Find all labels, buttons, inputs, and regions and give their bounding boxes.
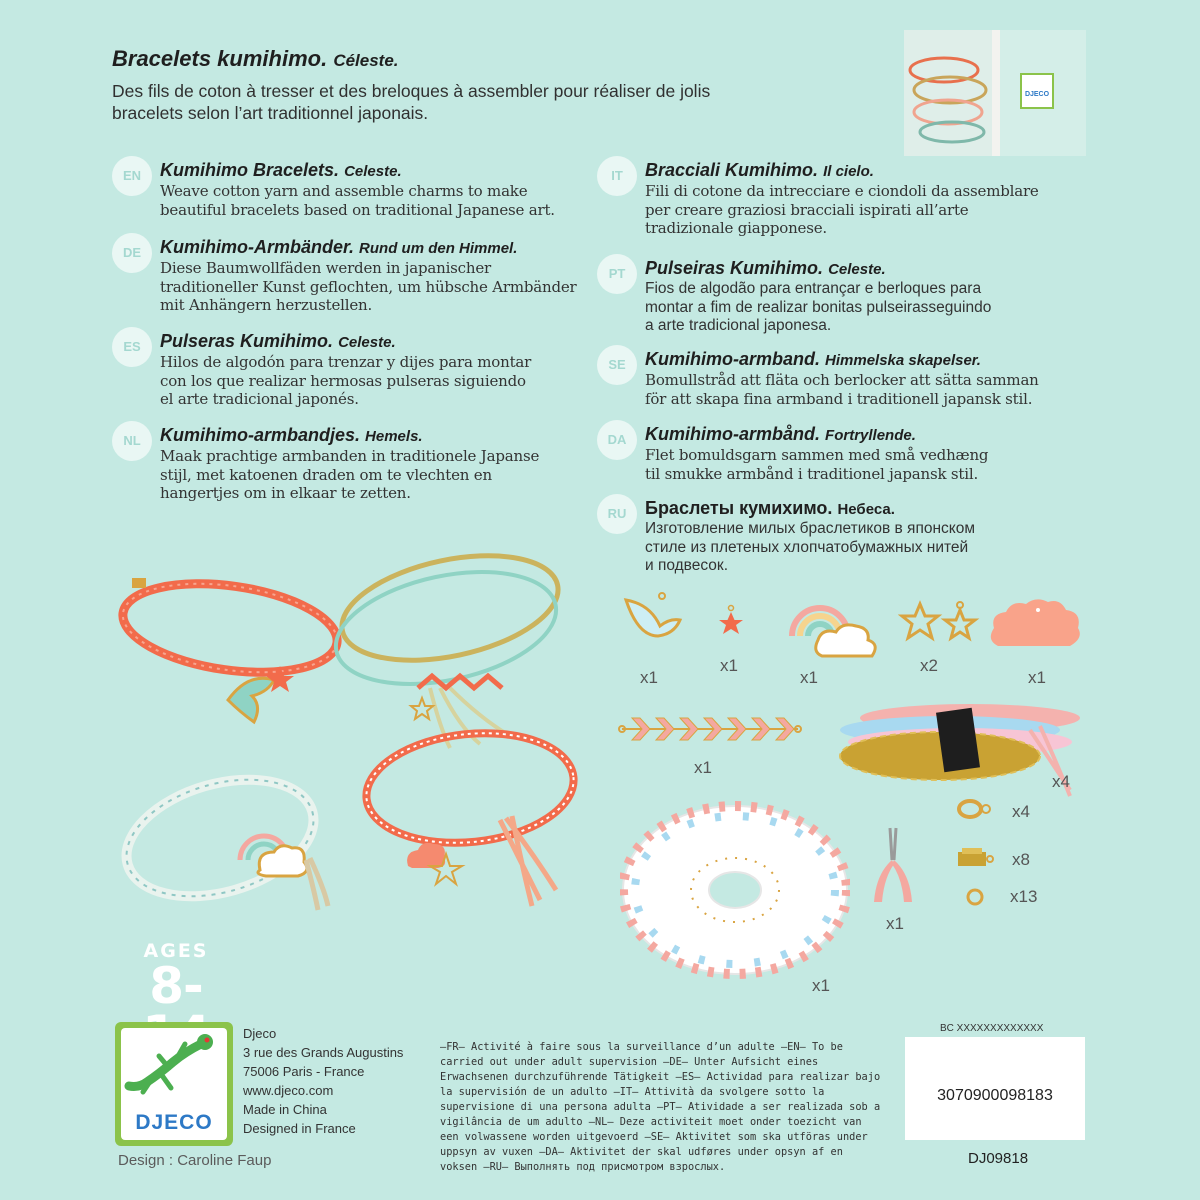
kumihimo-disc-icon — [620, 790, 850, 990]
lang-block-de — [122, 237, 630, 315]
crimp-end-icon — [954, 846, 996, 872]
designer-credit: Design : Caroline Faup — [118, 1152, 272, 1169]
lang-block-es — [123, 331, 630, 409]
booklet-image — [904, 30, 1086, 156]
lang-body: Bomullstråd att fläta och berlocker att sätta samman för att skapa fina armband i traditionell japansk stil. — [645, 371, 1039, 408]
lang-title: Kumihimo-armbandjes. — [160, 425, 361, 445]
barcode-box — [905, 1037, 1085, 1140]
lang-body: Fios de algodão para entrançar e berloques para montar a fim de realizar bonitas pulseirasseguindo a arte tradicional japonesa. — [645, 280, 992, 335]
cloud-quantity: x1 — [1028, 668, 1046, 687]
cloud-charm-icon — [988, 598, 1086, 652]
lang-subtitle: Celeste. — [338, 334, 396, 351]
lang-title: Bracciali Kumihimo. — [645, 160, 819, 180]
lang-body: Flet bomuldsgarn sammen med små vedhæng til smukke armbånd i traditionel japansk stil. — [645, 446, 989, 483]
lang-subtitle: Небеса. — [837, 501, 895, 518]
lang-block-it — [611, 160, 1115, 238]
crimps-quantity: x8 — [1012, 850, 1030, 869]
lang-badge: EN — [112, 156, 152, 196]
lang-body: Weave cotton yarn and assemble charms to make beautiful bracelets based on traditional Japanese art. — [160, 182, 555, 219]
lang-title: Kumihimo Bracelets. — [160, 160, 340, 180]
lang-body: Изготовление милых браслетиков в японском стиле из плетеных хлопчатобумажных нитей и подвесок. — [645, 520, 976, 575]
star-quantity: x1 — [720, 656, 738, 675]
lang-subtitle: Celeste. — [828, 261, 886, 278]
disc-quantity: x1 — [812, 976, 830, 995]
address-line: Designed in France — [243, 1121, 356, 1136]
lang-subtitle: Himmelska skapelser. — [825, 352, 981, 369]
bracelets-image — [110, 520, 580, 930]
lang-title: Kumihimo-Armbänder. — [160, 237, 355, 257]
lang-badge: DE — [112, 233, 152, 273]
address-line: Djeco — [243, 1026, 277, 1041]
bird-charm-icon — [622, 590, 684, 654]
rings-quantity: x13 — [1010, 887, 1038, 906]
ages-range: 8- — [149, 957, 203, 1015]
logo-text: DJECO — [135, 1111, 213, 1134]
lang-block-da — [607, 424, 1115, 483]
clasps-quantity: x4 — [1012, 802, 1030, 821]
chevron-chain-icon — [618, 714, 802, 744]
lang-subtitle: Il cielo. — [823, 163, 874, 180]
jump-ring-icon — [964, 886, 986, 908]
ages-label: AGES — [143, 940, 209, 962]
lang-body: Maak prachtige armbanden in traditionele Japanse stijl, met katoenen draden om te vlechten en hangertjes om in elkaar te zetten. — [160, 447, 540, 503]
lang-badge: SE — [597, 345, 637, 385]
stars-quantity: x2 — [920, 656, 938, 675]
lang-badge: IT — [597, 156, 637, 196]
threads-quantity: x4 — [1052, 772, 1070, 791]
bird-quantity: x1 — [640, 668, 658, 687]
lang-title: Kumihimo-armband. — [645, 349, 821, 369]
product-reference: DJ09818 — [968, 1150, 1029, 1167]
chain-quantity: x1 — [694, 758, 712, 777]
lang-block-ru — [607, 498, 1115, 576]
lang-subtitle: Fortryllende. — [825, 427, 916, 444]
title-sub: Céleste. — [333, 51, 399, 70]
intro-text: Des fils de coton à tresser et des breloques à assembler pour réaliser de jolis bracelets selon l’art traditionnel japonais. — [112, 81, 711, 123]
lang-title: Pulseiras Kumihimo. — [645, 258, 824, 278]
lang-body: Fili di cotone da intrecciare e ciondoli da assemblare per creare graziosi bracciali ispirati all’arte tradizionale giapponese. — [645, 182, 1039, 238]
address-line: Made in China — [243, 1102, 327, 1117]
company-address — [243, 1024, 403, 1138]
rainbow-cloud-charm-icon — [786, 596, 884, 662]
pliers-icon — [870, 826, 916, 906]
lang-subtitle: Celeste. — [344, 163, 402, 180]
lang-title: Pulseras Kumihimo. — [160, 331, 334, 351]
lang-title: Браслеты кумихимо. — [645, 498, 833, 518]
lang-block-pt — [608, 258, 1115, 336]
lobster-clasp-icon — [956, 796, 992, 822]
star-charm-icon — [716, 604, 746, 638]
lang-badge: ES — [112, 327, 152, 367]
lang-body: Diese Baumwollfäden werden in japanischer traditioneller Kunst geflochten, um hübsche Armbänder mit Anhängern herzustellen. — [160, 259, 577, 315]
barcode-label: BC XXXXXXXXXXXXX — [940, 1023, 1044, 1034]
title-main: Bracelets kumihimo. — [112, 46, 328, 71]
lang-block-se — [608, 349, 1115, 408]
lang-block-en — [122, 160, 630, 219]
lang-badge: PT — [597, 254, 637, 294]
rainbow-quantity: x1 — [800, 668, 818, 687]
lang-subtitle: Rund um den Himmel. — [359, 240, 518, 257]
address-line: 3 rue des Grands Augustins — [243, 1045, 404, 1060]
lang-block-nl — [123, 425, 630, 503]
safety-warning: –FR– Activité à faire sous la surveillance d’un adulte –EN– To be carried out under adult supervision –DE– Unter Aufsicht eines Erwachsenen durchzuführende Tätigkeit –ES– Actividad para realizar bajo la supervisión de un adulto –IT– Attività da svolgere sotto la supervisione di una persona adulta –PT– Atividade a ser realizada sob a vigilância de um adulto –NL– Deze activiteit moet onder toezicht van een volwassene worden uitgevoerd –SE– Aktivitet som ska utföras under uppsyn av vuxen –DA– Aktivitet der skal udføres under opsyn af en voksen –RU– Выполнять под присмотром взрослых. — [440, 1041, 881, 1173]
booklet-brand: DJECO — [1024, 91, 1050, 98]
lang-badge: NL — [112, 421, 152, 461]
lang-title: Kumihimo-armbånd. — [645, 424, 821, 444]
lang-badge: DA — [597, 420, 637, 460]
lang-subtitle: Hemels. — [365, 428, 423, 445]
lang-badge: RU — [597, 494, 637, 534]
address-line: www.djeco.com — [243, 1083, 334, 1098]
gecko-icon — [121, 1028, 227, 1106]
page-title — [112, 46, 399, 72]
barcode-number: 3070900098183 — [937, 1087, 1053, 1104]
gold-stars-charm-icon — [898, 600, 982, 650]
pliers-quantity: x1 — [886, 914, 904, 933]
lang-body: Hilos de algodón para trenzar y dijes para montar con los que realizar hermosas pulseras siguiendo el arte tradicional japonés. — [160, 353, 532, 409]
djeco-logo — [115, 1022, 233, 1146]
address-line: 75006 Paris - France — [243, 1064, 365, 1079]
